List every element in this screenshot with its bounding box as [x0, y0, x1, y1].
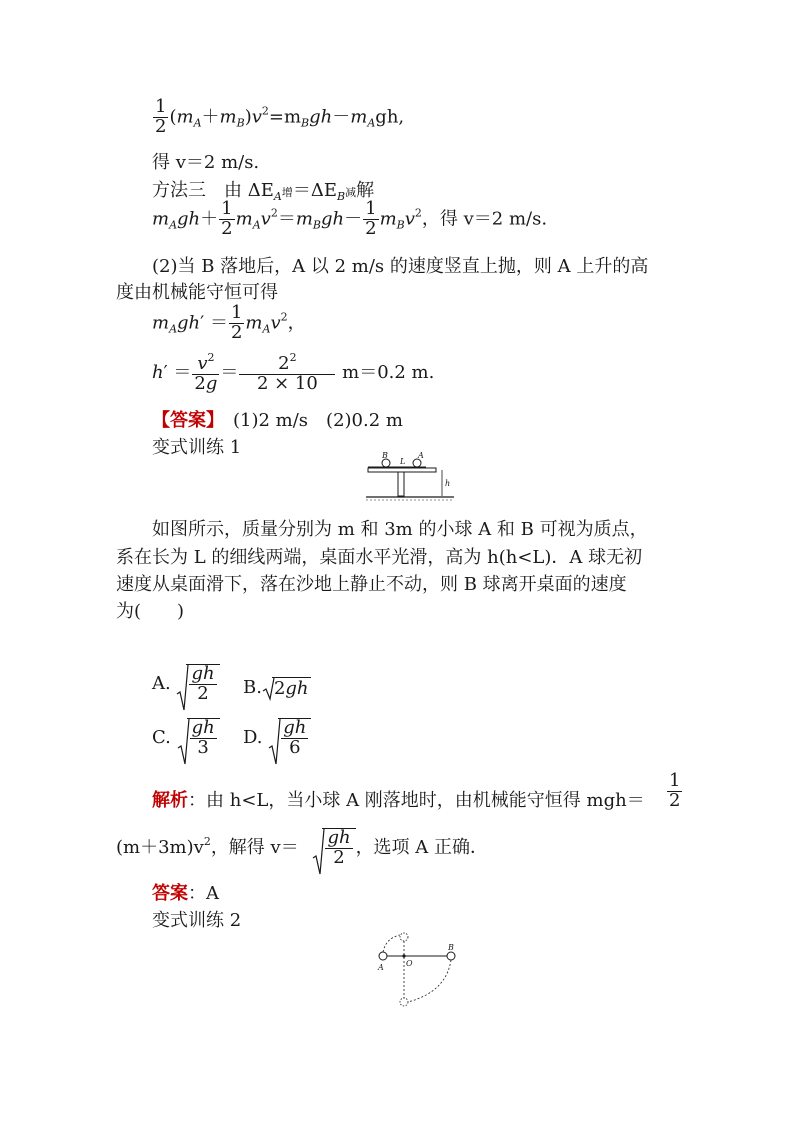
result-line-1: 得 v＝2 m/s. — [152, 152, 260, 173]
analysis-line-2: $(m+3m)v^2$，解得 v＝ $\frac{gh}{2}$ ，选项 A 正确． — [116, 828, 488, 868]
method-three-line: 方法三 由 $\Delta E_A$增$=\Delta E_B$减解 — [152, 180, 375, 203]
ball-top-dashed — [400, 933, 408, 941]
fig2-label-a: A — [378, 963, 384, 972]
arc-lower-dashed — [408, 960, 451, 1002]
answer-text: (1)2 m/s (2)0.2 m — [233, 410, 403, 431]
arc-upper-dashed — [383, 935, 400, 952]
table-top — [368, 468, 436, 472]
fig1-label-a: A — [418, 452, 424, 460]
figure-rotating-rod — [372, 924, 464, 1012]
ball-bottom-dashed — [400, 998, 408, 1006]
eq1-end: gh, — [375, 106, 405, 128]
equation-height-1: $m_Agh'$ ＝ $\frac{1}{2}$ $m_Av^2$， — [152, 302, 306, 343]
problem-line-3: 速度从桌面滑下，落在沙地上静止不动，则 B 球离开桌面的速度 — [116, 574, 627, 595]
fig1-label-h: h — [445, 479, 451, 488]
ball-a — [413, 459, 421, 467]
option-b[interactable]: B. 2gh — [243, 677, 309, 699]
fig2-label-o: O — [406, 959, 413, 968]
option-c[interactable]: C. $\frac{gh}{3}$ — [152, 718, 220, 758]
sqrt-gh-over-2: $\frac{gh}{2}$ — [176, 664, 219, 704]
option-a[interactable]: A. $\frac{gh}{2}$ — [152, 664, 220, 704]
equation-energy-2: $m_Agh+$ $\frac{1}{2}$ $m_Av^2=m_Bgh-$ $\frac{1}{2}$ $m_Bv^2$，得 v＝2 m/s. — [152, 198, 548, 239]
analysis-fraction: $\frac{1}{2}$ — [669, 770, 681, 811]
answer-line — [152, 406, 403, 432]
analysis-label: 解析 — [152, 790, 188, 811]
result-line-2: ，得 v＝2 m/s. — [421, 208, 548, 230]
h-result: m＝0.2 m. — [342, 361, 435, 383]
table-leg — [398, 472, 404, 496]
exercise-2-title: 变式训练 2 — [152, 910, 242, 931]
problem-line-1: 如图所示，质量分别为 m 和 3m 的小球 A 和 B 可视为质点， — [152, 519, 648, 540]
answer-label: 【答案】 — [152, 410, 215, 431]
problem-line-4: 为( ) — [116, 601, 185, 622]
sqrt-gh-over-6: $\frac{gh}{6}$ — [268, 718, 311, 758]
equation-energy-1: $\frac{1}{2}$ $(m_A+m_B)v^2=m_Bgh-m_Agh$, — [155, 96, 405, 137]
part2-line-2: 度由机械能守恒可得 — [116, 282, 278, 303]
ball-b — [382, 459, 390, 467]
eq1-tail: =m — [268, 106, 302, 128]
sqrt-gh-over-3: $\frac{gh}{3}$ — [177, 718, 220, 758]
exercise-1-title: 变式训练 1 — [152, 437, 242, 458]
figure-table-balls — [362, 452, 458, 508]
equation-height-2: h′ ＝ $\frac{v^2}{2g}$ ＝ $\frac{2^2}{2 \times 10}$ m＝0.2 m. — [152, 351, 435, 394]
analysis-sqrt-gh-over-2: $\frac{gh}{2}$ — [312, 828, 355, 868]
answer-2-line: 答案：A — [152, 883, 219, 904]
analysis-line-1: 解析：由 h<L，当小球 A 刚落地时，由机械能守恒得 mgh＝ — [152, 790, 645, 811]
part2-line-1: (2)当 B 落地后，A 以 2 m/s 的速度竖直上抛，则 A 上升的高 — [152, 256, 649, 277]
problem-line-2: 系在长为 L 的细线两端，桌面水平光滑，高为 h(h<L)．A 球无初 — [116, 547, 643, 568]
fig1-label-l: L — [400, 457, 406, 466]
sqrt-2gh: 2gh — [262, 677, 311, 699]
fig2-label-b: B — [448, 943, 454, 952]
answer-2-label: 答案 — [152, 883, 188, 904]
option-d[interactable]: D. $\frac{gh}{6}$ — [243, 718, 311, 758]
ball-a-circle — [379, 952, 387, 960]
pivot-o — [402, 954, 405, 957]
fig1-label-b: B — [382, 452, 388, 460]
ball-b-circle — [447, 952, 455, 960]
